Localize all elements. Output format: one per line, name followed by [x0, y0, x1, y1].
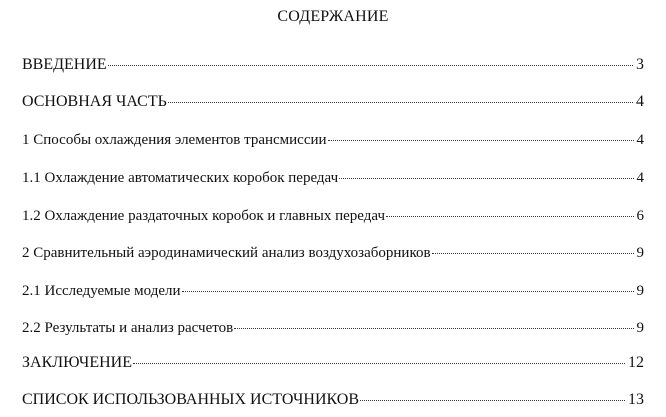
- toc-entry-label: 2.2 Результаты и анализ расчетов: [22, 320, 234, 336]
- toc-entry-page: 12: [628, 354, 644, 371]
- toc-entry-section-2-1[interactable]: [22, 281, 644, 301]
- dot-leader: [328, 140, 634, 141]
- page-title: СОДЕРЖАНИЕ: [277, 8, 389, 25]
- toc-entry-label: 2.1 Исследуемые модели: [22, 283, 181, 299]
- toc-entry-label: СПИСОК ИСПОЛЬЗОВАННЫХ ИСТОЧНИКОВ: [22, 391, 360, 408]
- toc-entry-label: 1.2 Охлаждение раздаточных коробок и главных передач: [22, 208, 385, 224]
- toc-entry-page: 9: [636, 245, 644, 261]
- toc-entry-section-1-1[interactable]: [22, 168, 644, 188]
- toc-entry-page: 3: [636, 56, 644, 73]
- dot-leader: [133, 363, 625, 364]
- toc-entry-introduction[interactable]: [22, 55, 644, 75]
- dot-leader: [108, 65, 633, 66]
- toc-entry-label: 1 Способы охлаждения элементов трансмиссии: [22, 132, 327, 148]
- dot-leader: [168, 102, 633, 103]
- toc-entry-references[interactable]: [22, 390, 644, 410]
- toc-entry-label: 1.1 Охлаждение автоматических коробок передач: [22, 170, 339, 186]
- toc-entry-page: 4: [636, 93, 644, 110]
- dot-leader: [234, 328, 633, 329]
- toc-entry-page: 9: [636, 283, 644, 299]
- toc-entry-section-1[interactable]: [22, 130, 644, 150]
- toc-entry-page: 6: [636, 208, 644, 224]
- toc-entry-label: ЗАКЛЮЧЕНИЕ: [22, 354, 132, 371]
- toc-entry-section-1-2[interactable]: [22, 206, 644, 226]
- toc-entry-label: ВВЕДЕНИЕ: [22, 56, 107, 73]
- toc-entry-page: 4: [636, 170, 644, 186]
- toc-entry-page: 4: [636, 132, 644, 148]
- toc-entry-main-part[interactable]: [22, 92, 644, 112]
- toc-entry-section-2-2[interactable]: [22, 318, 644, 338]
- toc-entry-section-2[interactable]: [22, 243, 644, 263]
- toc-entry-label: 2 Сравнительный аэродинамический анализ воздухозаборников: [22, 245, 431, 261]
- toc-entry-conclusion[interactable]: [22, 353, 644, 373]
- toc-entry-label: ОСНОВНАЯ ЧАСТЬ: [22, 93, 167, 110]
- dot-leader: [360, 400, 625, 401]
- dot-leader: [339, 178, 633, 179]
- dot-leader: [386, 216, 634, 217]
- toc-entry-page: 13: [628, 391, 644, 408]
- dot-leader: [432, 253, 634, 254]
- toc-entry-page: 9: [636, 320, 644, 336]
- dot-leader: [182, 291, 634, 292]
